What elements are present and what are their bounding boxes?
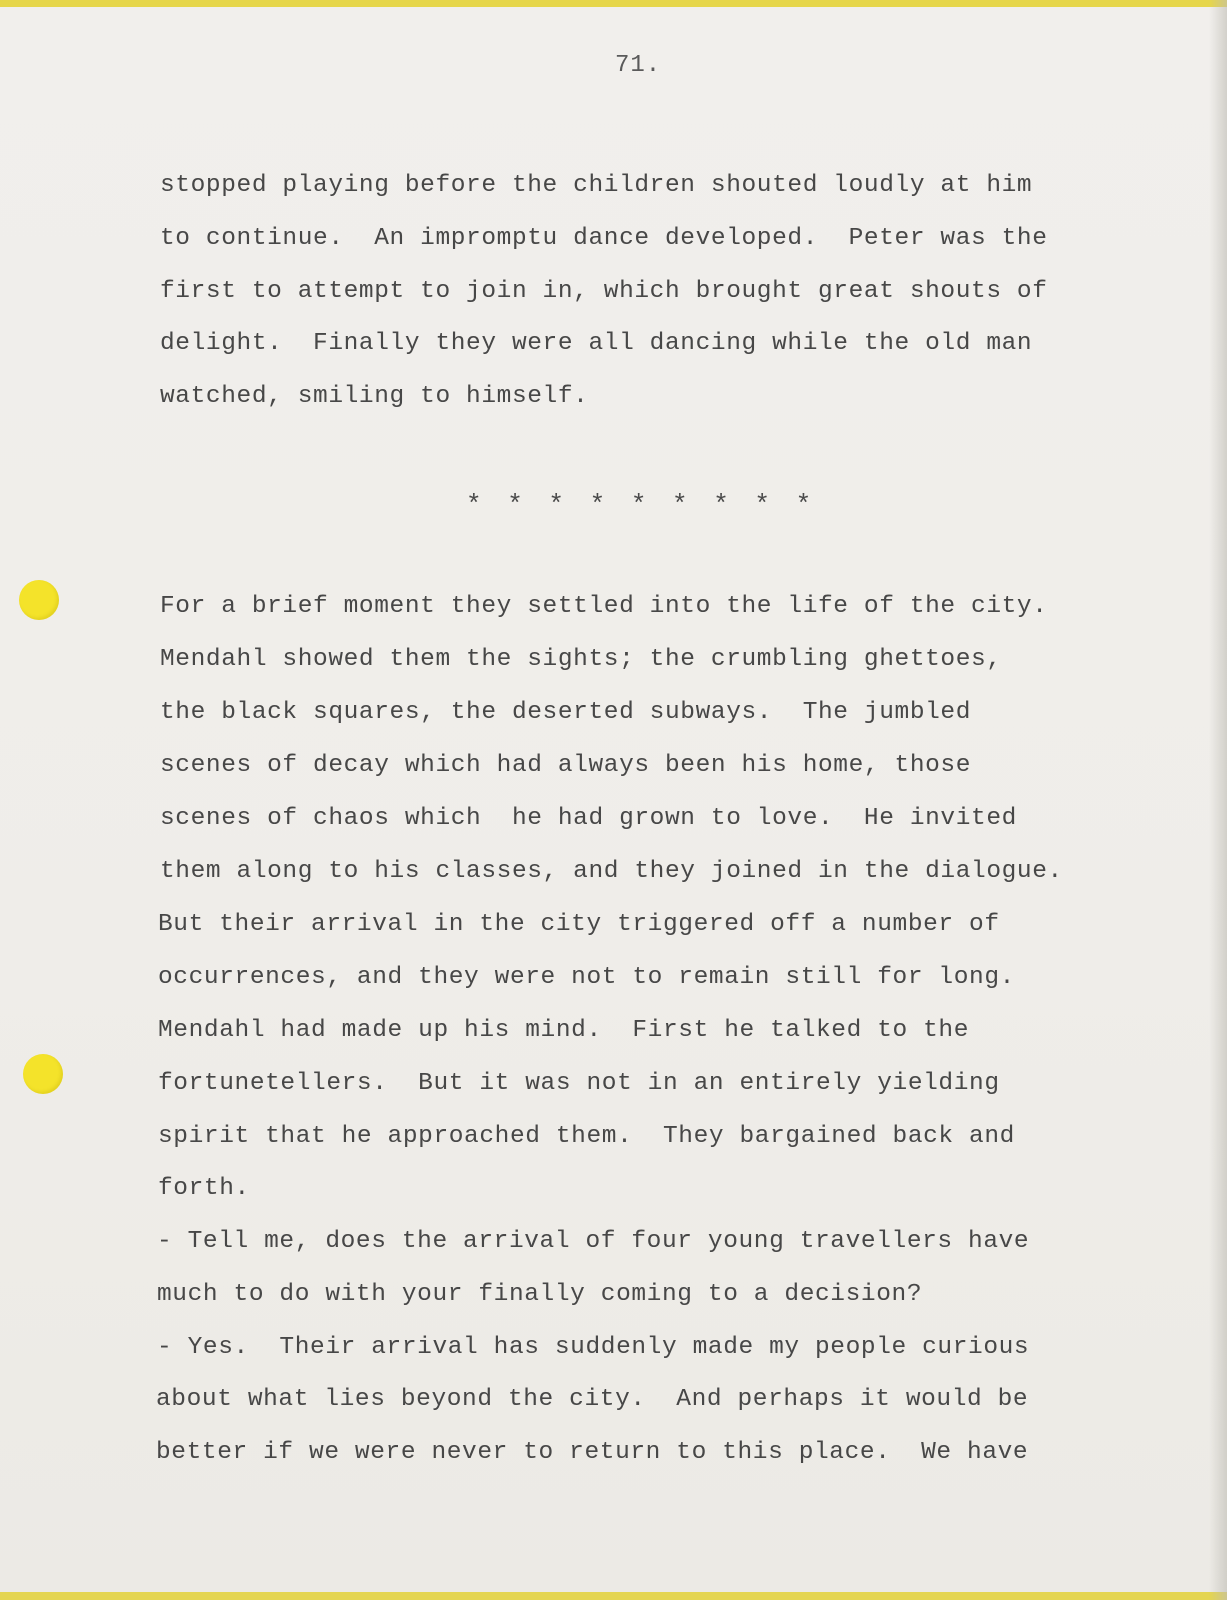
paragraph-2-line: But their arrival in the city triggered off a number of [158,911,1000,938]
page-edge-shadow [1209,0,1227,1600]
paragraph-2-line: forth. [158,1175,250,1202]
dialogue-line: - Yes. Their arrival has suddenly made my people curious [157,1334,1030,1361]
page-number: 71. [615,52,662,79]
punch-hole-top [19,580,59,620]
paragraph-2-line: Mendahl showed them the sights; the crumbling ghettoes, [160,646,1002,673]
dialogue-line: much to do with your finally coming to a decision? [157,1281,923,1308]
paragraph-2-line: scenes of decay which had always been his home, those [160,752,972,779]
paragraph-2-line: occurrences, and they were not to remain still for long. [158,964,1015,991]
punch-hole-bottom [23,1054,63,1094]
paragraph-2-line: fortunetellers. But it was not in an entirely yielding [158,1070,1000,1097]
section-separator: * * * * * * * * * [466,490,817,520]
paragraph-2-line: scenes of chaos which he had grown to love. He invited [160,805,1017,832]
binder-edge-top [0,0,1227,7]
dialogue-line: better if we were never to return to this place. We have [156,1439,1029,1466]
paragraph-2-line: the black squares, the deserted subways. The jumbled [160,699,972,726]
paragraph-1-line: stopped playing before the children shouted loudly at him [160,172,1033,199]
paragraph-1-line: watched, smiling to himself. [160,383,589,410]
paragraph-2-line: spirit that he approached them. They bargained back and [158,1123,1015,1150]
paragraph-2-line: For a brief moment they settled into the life of the city. [160,593,1048,620]
dialogue-line: - Tell me, does the arrival of four young travellers have [157,1228,1030,1255]
paragraph-1-line: first to attempt to join in, which brought great shouts of [160,278,1048,305]
paragraph-1-line: to continue. An impromptu dance developed. Peter was the [160,225,1048,252]
dialogue-line: about what lies beyond the city. And perhaps it would be [156,1386,1029,1413]
binder-edge-bottom [0,1592,1227,1600]
paragraph-1-line: delight. Finally they were all dancing while the old man [160,330,1033,357]
paragraph-2-line: Mendahl had made up his mind. First he talked to the [158,1017,970,1044]
paragraph-2-line: them along to his classes, and they joined in the dialogue. [160,858,1063,885]
